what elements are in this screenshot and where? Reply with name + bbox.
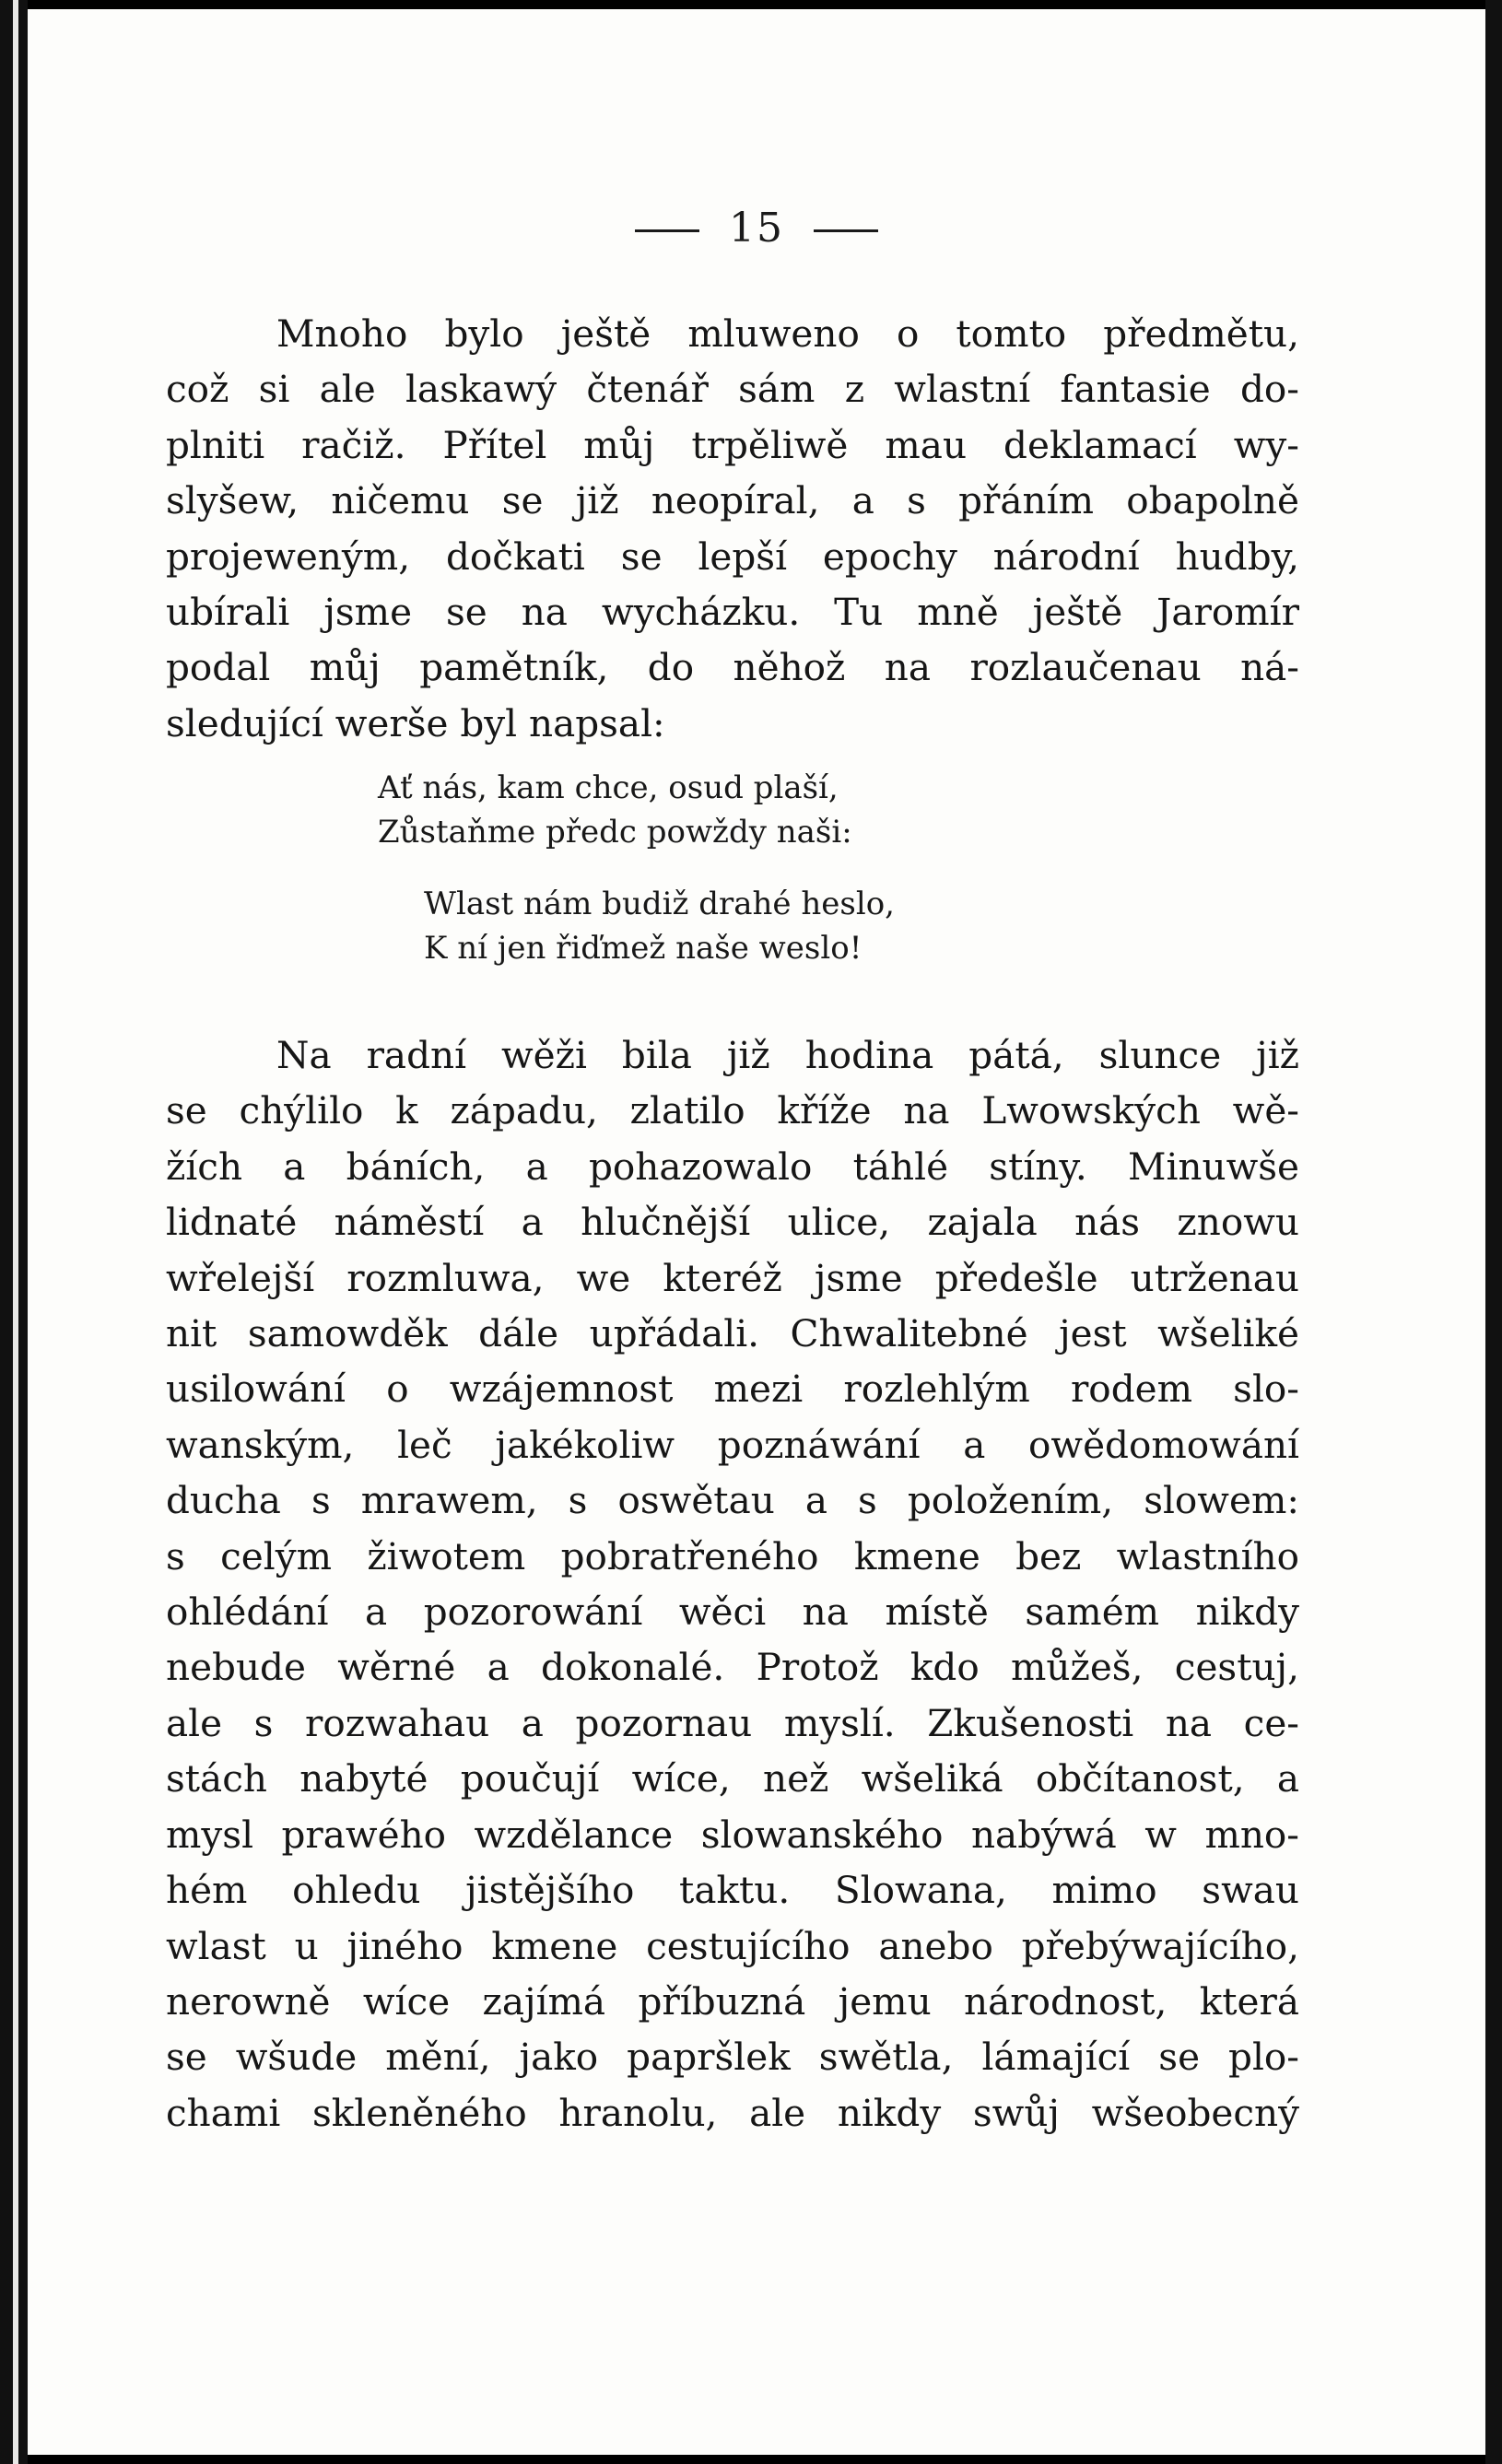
text-line: ohlédání a pozorowání wěci na místě samém nikdy bbox=[166, 1590, 1299, 1635]
text-line: ducha s mrawem, s oswětau a s položením, slowem: bbox=[166, 1478, 1299, 1523]
text-line: sledující werše byl napsal: bbox=[166, 700, 665, 745]
book-page bbox=[28, 9, 1485, 2455]
page-number-dash-right bbox=[814, 229, 878, 232]
text-line: plniti račiž. Přítel můj trpěliwě mau deklamací wy- bbox=[166, 422, 1299, 467]
text-line: nerowně wíce zajímá příbuzná jemu národnost, která bbox=[166, 1978, 1299, 2024]
poem-verse: Wlast nám budiž drahé heslo, bbox=[424, 886, 895, 922]
poem-verse: Ať nás, kam chce, osud plaší, bbox=[378, 769, 839, 806]
text-line: hém ohledu jistějšího taktu. Slowana, mimo swau bbox=[166, 1868, 1299, 1913]
paragraph-2 bbox=[166, 1027, 1299, 2141]
paragraph-1 bbox=[166, 306, 1299, 751]
text-line: ubírali jsme se na wycházku. Tu mně ještě Jaromír bbox=[166, 590, 1299, 635]
text-line: wřelejší rozmluwa, we kteréž jsme předešle utrženau bbox=[166, 1255, 1299, 1300]
text-line: Mnoho bylo ještě mluweno o tomto předmětu, bbox=[276, 311, 1299, 356]
page-number-header bbox=[28, 205, 1485, 252]
page-number: 15 bbox=[729, 205, 784, 252]
text-line: chami skleněného hranolu, ale nikdy swůj wšeobecný bbox=[166, 2090, 1299, 2135]
page-number-dash-left bbox=[635, 229, 699, 232]
text-line: ale s rozwahau a pozornau myslí. Zkušenosti na ce- bbox=[166, 1700, 1299, 1745]
text-line: s celým žiwotem pobratřeného kmene bez wlastního bbox=[166, 1533, 1299, 1578]
text-line: lidnaté náměstí a hlučnější ulice, zajala nás znowu bbox=[166, 1200, 1299, 1245]
text-line: Na radní wěži bila již hodina pátá, slunce již bbox=[276, 1033, 1299, 1077]
text-line: nit samowděk dále upřádali. Chwalitebné jest wšeliké bbox=[166, 1311, 1299, 1356]
text-line: stách nabyté poučují wíce, než wšeliká občítanost, a bbox=[166, 1756, 1299, 1801]
text-line: se chýlilo k západu, zlatilo kříže na Lwowských wě- bbox=[166, 1088, 1299, 1133]
text-line: usilowání o wzájemnost mezi rozlehlým rodem slo- bbox=[166, 1367, 1299, 1412]
text-line: podal můj pamětník, do něhož na rozlaučenau ná- bbox=[166, 645, 1299, 690]
text-line: nebude wěrné a dokonalé. Protož kdo můžeš, cestuj, bbox=[166, 1645, 1299, 1690]
text-line: což si ale laskawý čtenář sám z wlastní fantasie do- bbox=[166, 367, 1299, 412]
text-line: mysl prawého wzdělance slowanského nabýwá w mno- bbox=[166, 1812, 1299, 1857]
text-line: wlast u jiného kmene cestujícího anebo přebýwajícího, bbox=[166, 1923, 1299, 1968]
text-line: wanským, leč jakékoliw poznáwání a owědomowání bbox=[166, 1422, 1299, 1467]
binding-highlight bbox=[13, 0, 18, 2464]
text-line: žích a báních, a pohazowalo táhlé stíny. Minuwše bbox=[166, 1144, 1299, 1189]
poem-verse: Zůstaňme předc powždy naši: bbox=[378, 814, 852, 851]
text-line: se wšude mění, jako papršlek swětla, lámající se plo- bbox=[166, 2035, 1299, 2080]
text-line: slyšew, ničemu se již neopíral, a s přáním obapolně bbox=[166, 478, 1299, 523]
scan-right-edge bbox=[1485, 0, 1502, 2464]
text-line: projeweným, dočkati se lepší epochy národní hudby, bbox=[166, 534, 1299, 579]
poem-verse: K ní jen řiďmež naše weslo! bbox=[424, 930, 862, 967]
